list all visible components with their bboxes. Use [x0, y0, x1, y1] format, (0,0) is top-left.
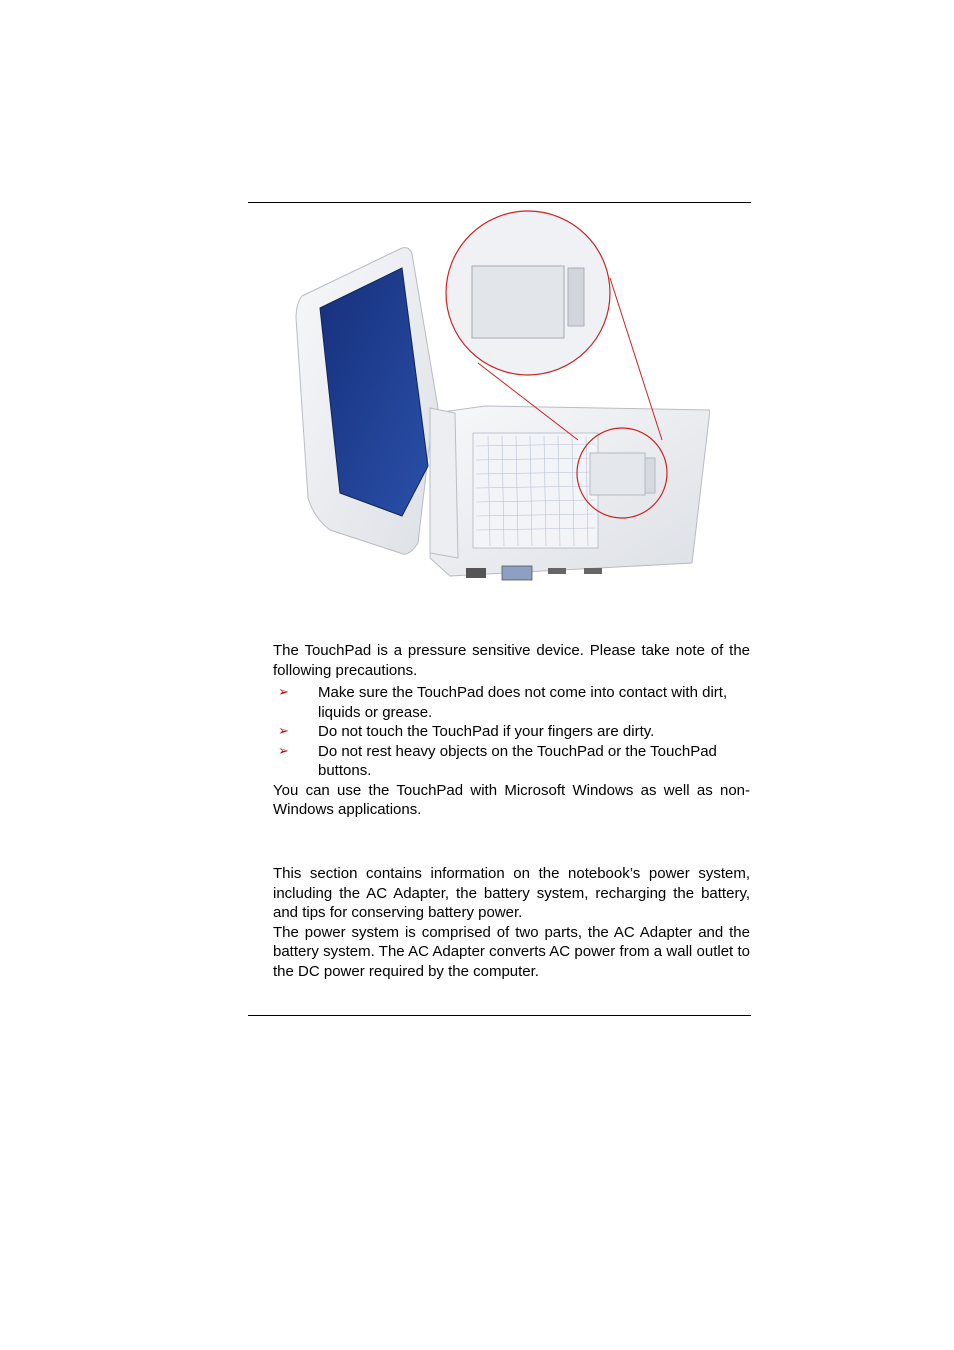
arrow-bullet-icon: ➢ [278, 743, 289, 759]
arrow-bullet-icon: ➢ [278, 685, 289, 700]
power-section [273, 864, 750, 981]
touchpad-intro: The TouchPad is a pressure sensitive device. Please take note of the following precautions. [273, 642, 750, 679]
list-item: ➢ Do not touch the TouchPad if your fingers are dirty. [278, 723, 655, 740]
touchpad-closing: You can use the TouchPad with Microsoft Windows as well as non-Windows applications. [273, 781, 750, 818]
power-paragraph-2: The power system is comprised of two parts, the AC Adapter and the battery system. The AC Adapter converts AC power from a wall outlet to the DC power required by the computer. [273, 923, 750, 980]
touchpad-section [273, 641, 750, 820]
footer-rule [248, 1015, 751, 1016]
laptop-touchpad-icon [290, 208, 710, 588]
laptop-touchpad-figure [290, 208, 710, 588]
header-rule [248, 202, 751, 203]
precautions-list [273, 683, 750, 781]
list-item: ➢ Make sure the TouchPad does not come into contact with dirt, liquids or grease. [278, 684, 728, 721]
arrow-bullet-icon: ➢ [278, 724, 289, 739]
power-paragraph-1: This section contains information on the notebook’s power system, including the AC Adapter, the battery system, recharging the battery, and tips for conserving battery power. [273, 865, 750, 921]
list-item: ➢ Do not rest heavy objects on the TouchPad or the TouchPad buttons. [278, 742, 717, 779]
